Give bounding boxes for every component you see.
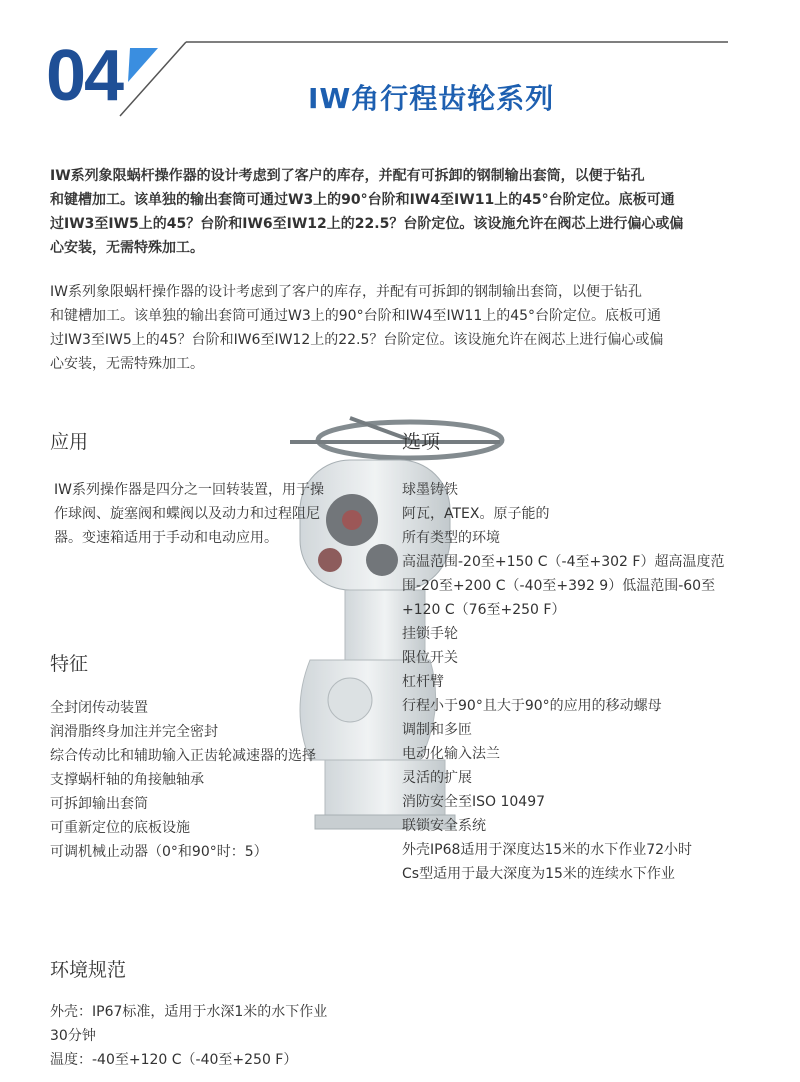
option-item: 阿瓦，ATEX。原子能的 (402, 506, 550, 522)
option-item: +120 C（76至+250 F） (402, 602, 566, 618)
features-heading: 特征 (50, 653, 89, 675)
option-item: 挂锁手轮 (402, 626, 458, 642)
feature-item: 综合传动比和辅助输入正齿轮减速器的选择 (50, 748, 316, 764)
feature-item: 全封闭传动装置 (50, 700, 148, 716)
intro-line: IW系列象限蜗杆操作器的设计考虑到了客户的库存，并配有可拆卸的钢制输出套筒，以便于钻孔 (50, 284, 642, 300)
intro-line: 和键槽加工。该单独的输出套筒可通过W3上的90°台阶和IW4至IW11上的45°台阶定位。底板可通 (50, 308, 662, 324)
option-item: 调制和多匝 (402, 722, 472, 738)
option-item: 球墨铸铁 (402, 482, 458, 498)
option-item: 联锁安全系统 (402, 818, 486, 834)
option-item: 所有类型的环境 (402, 530, 500, 546)
features-list (50, 696, 316, 864)
intro-line: 过IW3至IW5上的45？台阶和IW6至IW12上的22.5？台阶定位。该设施允许在阀芯上进行偏心或偏 (50, 332, 664, 348)
page-title: IW角行程齿轮系列 (308, 82, 555, 115)
option-item: 行程小于90°且大于90°的应用的移动螺母 (402, 698, 662, 714)
option-item: Cs型适用于最大深度为15米的连续水下作业 (402, 866, 675, 882)
option-item: 外壳IP68适用于深度达15米的水下作业72小时 (402, 842, 693, 858)
option-item: 消防安全至ISO 10497 (402, 794, 546, 810)
environment-item: 外壳：IP67标准，适用于水深1米的水下作业 (50, 1004, 328, 1020)
feature-item: 支撑蜗杆轴的角接触轴承 (50, 772, 204, 788)
option-item: 围-20至+200 C（-40至+392 9）低温范围-60至 (402, 578, 716, 594)
intro-bold-line: 和键槽加工。该单独的输出套筒可通过W3上的90°台阶和IW4至IW11上的45°台阶定位。底板可通 (50, 192, 675, 208)
application-line: 作球阀、旋塞阀和蝶阀以及动力和过程阻尼 (54, 506, 320, 522)
options-list (402, 478, 724, 886)
intro-bold-line: IW系列象限蜗杆操作器的设计考虑到了客户的库存，并配有可拆卸的钢制输出套筒，以便于钻孔 (50, 168, 645, 184)
application-line: 器。变速箱适用于手动和电动应用。 (54, 530, 278, 546)
environment-heading: 环境规范 (50, 959, 127, 981)
intro-bold-line: 过IW3至IW5上的45？台阶和IW6至IW12上的22.5？台阶定位。该设施允许在阀芯上进行偏心或偏 (50, 216, 684, 232)
feature-item: 可调机械止动器（0°和90°时：5） (50, 844, 268, 860)
application-line: IW系列操作器是四分之一回转装置，用于操 (54, 482, 324, 498)
intro-line: 心安装，无需特殊加工。 (50, 356, 204, 372)
section-number: 04 (46, 36, 123, 116)
application-text (54, 478, 324, 550)
option-item: 高温范围-20至+150 C（-4至+302 F）超高温度范 (402, 554, 725, 570)
option-item: 电动化输入法兰 (402, 746, 500, 762)
intro-paragraph-bold (50, 164, 750, 260)
feature-item: 可拆卸输出套筒 (50, 796, 148, 812)
intro-paragraph (50, 280, 750, 376)
options-heading: 选项 (402, 431, 441, 453)
environment-item: 30分钟 (50, 1028, 96, 1044)
environment-item: 温度：-40至+120 C（-40至+250 F） (50, 1052, 298, 1068)
intro-bold-line: 心安装，无需特殊加工。 (50, 240, 204, 256)
option-item: 限位开关 (402, 650, 458, 666)
option-item: 灵活的扩展 (402, 770, 472, 786)
feature-item: 润滑脂终身加注并完全密封 (50, 724, 218, 740)
feature-item: 可重新定位的底板设施 (50, 820, 190, 836)
option-item: 杠杆臂 (402, 674, 444, 690)
application-heading: 应用 (50, 431, 89, 453)
environment-list (50, 1000, 327, 1072)
